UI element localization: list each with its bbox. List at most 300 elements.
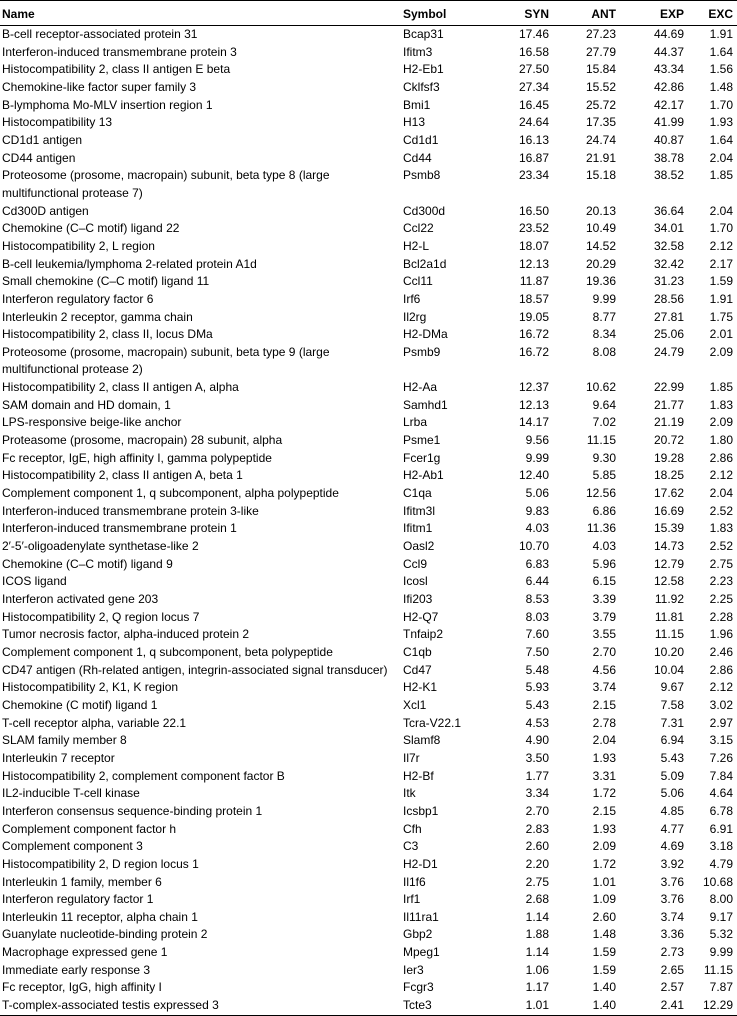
cell-exp: 4.69 bbox=[660, 839, 684, 854]
cell-exp: 5.06 bbox=[660, 786, 684, 801]
table-row bbox=[0, 732, 737, 750]
cell-exp: 34.01 bbox=[653, 221, 684, 236]
table-row bbox=[0, 291, 737, 309]
cell-symbol: H2-Q7 bbox=[403, 609, 439, 624]
cell-exp: 24.79 bbox=[653, 344, 684, 359]
cell-exc: 5.32 bbox=[709, 927, 733, 942]
cell-exc: 11.15 bbox=[703, 962, 733, 977]
cell-exp: 5.43 bbox=[660, 750, 684, 765]
cell-name: Chemokine (C–C motif) ligand 22 bbox=[2, 221, 180, 236]
cell-exp: 15.39 bbox=[653, 521, 684, 536]
cell-symbol: Icosl bbox=[403, 574, 428, 589]
cell-exc: 3.02 bbox=[709, 697, 733, 712]
cell-exp: 22.99 bbox=[653, 380, 684, 395]
cell-ant: 1.93 bbox=[592, 750, 616, 765]
cell-syn: 16.45 bbox=[518, 97, 549, 112]
cell-name: SAM domain and HD domain, 1 bbox=[2, 397, 171, 412]
cell-symbol: C1qb bbox=[403, 644, 432, 659]
cell-ant: 1.40 bbox=[553, 997, 620, 1015]
table-row bbox=[0, 785, 737, 803]
cell-exc: 3.18 bbox=[709, 839, 733, 854]
cell-syn: 4.90 bbox=[525, 733, 549, 748]
cell-symbol: Cd44 bbox=[403, 150, 432, 165]
cell-ant: 1.59 bbox=[592, 962, 616, 977]
cell-syn: 7.50 bbox=[525, 644, 549, 659]
cell-name: ICOS ligand bbox=[2, 574, 67, 589]
cell-symbol: Ifitm1 bbox=[403, 521, 433, 536]
cell-name: Guanylate nucleotide-binding protein 2 bbox=[2, 927, 208, 942]
cell-name: Interferon-induced transmembrane protein 1 bbox=[2, 521, 237, 536]
header-row bbox=[0, 1, 737, 26]
cell-ant: 27.23 bbox=[585, 27, 616, 41]
cell-exc: 1.91 bbox=[709, 27, 733, 41]
table-row bbox=[0, 79, 737, 97]
cell-symbol: Mpeg1 bbox=[403, 945, 440, 960]
cell-symbol: Psme1 bbox=[403, 433, 441, 448]
cell-name: Histocompatibility 2, class II antigen E beta bbox=[2, 62, 231, 77]
cell-syn: 8.53 bbox=[525, 592, 549, 606]
cell-exp: 11.15 bbox=[654, 627, 684, 642]
cell-name: Complement component 1, q subcomponent, alpha polypeptide bbox=[2, 486, 339, 501]
cell-exc: 1.64 bbox=[709, 132, 733, 147]
cell-exp: 28.56 bbox=[653, 291, 684, 306]
table-row bbox=[0, 768, 737, 786]
cell-symbol: Cd1d1 bbox=[403, 132, 439, 147]
table-row bbox=[0, 803, 737, 821]
cell-exc: 7.84 bbox=[709, 768, 733, 783]
cell-name: B-lymphoma Mo-MLV insertion region 1 bbox=[2, 97, 213, 112]
cell-ant: 17.35 bbox=[585, 115, 616, 130]
cell-symbol: Cfh bbox=[403, 821, 422, 836]
table-row bbox=[0, 573, 737, 591]
cell-ant: 27.79 bbox=[585, 44, 616, 59]
cell-symbol: C3 bbox=[403, 839, 419, 854]
table-row bbox=[0, 697, 737, 715]
cell-exp: 6.94 bbox=[660, 733, 684, 748]
table-row bbox=[0, 309, 737, 327]
cell-syn: 9.99 bbox=[525, 450, 549, 465]
table-row bbox=[0, 520, 737, 538]
cell-exc: 2.01 bbox=[709, 327, 733, 342]
cell-name: Small chemokine (C–C motif) ligand 11 bbox=[2, 274, 210, 289]
cell-syn: 3.50 bbox=[525, 750, 549, 765]
table-row bbox=[0, 414, 737, 432]
cell-symbol: Slamf8 bbox=[403, 733, 441, 748]
table-row bbox=[0, 238, 737, 256]
cell-exc: 2.25 bbox=[709, 592, 733, 606]
cell-symbol: Oasl2 bbox=[403, 539, 435, 554]
cell-syn: 16.72 bbox=[518, 344, 549, 359]
cell-exc: 9.99 bbox=[709, 945, 733, 960]
cell-syn: 2.20 bbox=[525, 856, 549, 871]
cell-exp: 36.64 bbox=[653, 203, 684, 218]
cell-exc: 9.17 bbox=[709, 909, 733, 924]
table-row bbox=[0, 926, 737, 944]
cell-ant: 3.55 bbox=[592, 627, 616, 642]
cell-exp: 3.76 bbox=[660, 892, 684, 907]
cell-exp: 2.65 bbox=[660, 962, 684, 977]
cell-syn: 5.06 bbox=[525, 486, 549, 501]
cell-exc: 1.80 bbox=[709, 433, 733, 448]
cell-ant: 11.36 bbox=[586, 521, 616, 536]
cell-name: Interferon regulatory factor 1 bbox=[2, 892, 154, 907]
cell-ant: 3.79 bbox=[592, 609, 616, 624]
cell-exc: 1.96 bbox=[709, 627, 733, 642]
cell-exc: 2.75 bbox=[709, 556, 733, 571]
cell-name: Histocompatibility 2, Q region locus 7 bbox=[2, 609, 200, 624]
cell-exc: 2.12 bbox=[709, 680, 733, 695]
cell-ant: 1.09 bbox=[592, 892, 616, 907]
table-row bbox=[0, 944, 737, 962]
cell-exc: 4.79 bbox=[709, 856, 733, 871]
cell-name: Macrophage expressed gene 1 bbox=[2, 945, 168, 960]
table-row bbox=[0, 556, 737, 574]
cell-name: Histocompatibility 2, D region locus 1 bbox=[2, 856, 199, 871]
cell-exc: 1.83 bbox=[709, 397, 733, 412]
table-row bbox=[0, 220, 737, 238]
cell-syn: 19.05 bbox=[518, 309, 549, 324]
cell-ant: 15.52 bbox=[585, 79, 616, 94]
table-row bbox=[0, 644, 737, 662]
header-ant: ANT bbox=[553, 1, 620, 26]
cell-ant: 9.64 bbox=[592, 397, 616, 412]
cell-exc: 1.64 bbox=[709, 44, 733, 59]
cell-name: Proteasome (prosome, macropain) 28 subunit, alpha bbox=[2, 433, 283, 448]
cell-syn: 5.93 bbox=[525, 680, 549, 695]
cell-name: T-complex-associated testis expressed 3 bbox=[0, 997, 401, 1015]
cell-exc: 2.23 bbox=[709, 574, 733, 589]
cell-exc: 1.85 bbox=[709, 168, 733, 183]
cell-name: Fc receptor, IgG, high affinity I bbox=[2, 980, 162, 995]
cell-syn: 1.88 bbox=[525, 927, 549, 942]
cell-exc: 2.17 bbox=[709, 256, 733, 271]
cell-symbol: H2-K1 bbox=[403, 680, 438, 695]
cell-name: LPS-responsive beige-like anchor bbox=[2, 415, 182, 430]
cell-name: Histocompatibility 13 bbox=[2, 115, 113, 130]
cell-name: CD1d1 antigen bbox=[2, 132, 83, 147]
cell-syn: 8.03 bbox=[525, 609, 549, 624]
cell-ant: 2.15 bbox=[592, 803, 616, 818]
cell-syn: 1.77 bbox=[525, 768, 549, 783]
cell-exp: 44.37 bbox=[653, 44, 684, 59]
cell-name: Complement component 3 bbox=[2, 839, 143, 854]
header-exc: EXC bbox=[688, 1, 737, 26]
cell-ant: 1.40 bbox=[592, 980, 616, 995]
table-header bbox=[0, 1, 737, 26]
cell-symbol: Irf1 bbox=[403, 892, 421, 907]
cell-exp: 3.74 bbox=[660, 909, 684, 924]
cell-name: Histocompatibility 2, class II antigen A, beta 1 bbox=[2, 468, 243, 483]
cell-syn: 18.57 bbox=[518, 291, 549, 306]
cell-symbol: Il11ra1 bbox=[403, 909, 439, 924]
cell-ant: 1.48 bbox=[592, 927, 616, 942]
cell-ant: 5.85 bbox=[592, 468, 616, 483]
cell-name: Interferon regulatory factor 6 bbox=[2, 291, 154, 306]
table-row bbox=[0, 167, 737, 202]
cell-ant: 1.72 bbox=[592, 786, 616, 801]
cell-ant: 1.59 bbox=[592, 945, 616, 960]
cell-exp: 3.36 bbox=[660, 927, 684, 942]
cell-exc: 2.86 bbox=[709, 450, 733, 465]
cell-ant: 11.15 bbox=[586, 433, 616, 448]
cell-exc: 1.48 bbox=[709, 79, 733, 94]
cell-ant: 6.15 bbox=[592, 574, 616, 589]
cell-ant: 1.01 bbox=[592, 874, 616, 889]
table-row bbox=[0, 874, 737, 892]
cell-syn: 16.13 bbox=[518, 132, 549, 147]
cell-symbol: Psmb9 bbox=[403, 344, 441, 359]
cell-exc: 2.46 bbox=[709, 644, 733, 659]
cell-syn: 9.83 bbox=[525, 503, 549, 518]
cell-exp: 4.85 bbox=[660, 803, 684, 818]
cell-syn: 23.52 bbox=[518, 221, 549, 236]
cell-exc: 1.91 bbox=[709, 291, 733, 306]
cell-ant: 2.60 bbox=[592, 909, 616, 924]
cell-syn: 1.14 bbox=[525, 909, 549, 924]
cell-ant: 15.84 bbox=[585, 62, 616, 77]
table-row bbox=[0, 61, 737, 79]
cell-symbol: Bcl2a1d bbox=[403, 256, 447, 271]
cell-symbol: Psmb8 bbox=[403, 168, 441, 183]
table-row bbox=[0, 750, 737, 768]
table-row bbox=[0, 97, 737, 115]
cell-exp: 17.62 bbox=[653, 486, 684, 501]
cell-symbol: Il2rg bbox=[403, 309, 427, 324]
cell-ant: 20.29 bbox=[585, 256, 616, 271]
table-row bbox=[0, 821, 737, 839]
cell-name: Interleukin 7 receptor bbox=[2, 750, 115, 765]
cell-symbol: H2-Bf bbox=[403, 768, 434, 783]
cell-ant: 2.78 bbox=[592, 715, 616, 730]
cell-syn: 7.60 bbox=[525, 627, 549, 642]
cell-syn: 12.13 bbox=[518, 256, 549, 271]
cell-name: Histocompatibility 2, L region bbox=[2, 238, 155, 253]
cell-ant: 6.86 bbox=[592, 503, 616, 518]
cell-exc: 2.28 bbox=[709, 609, 733, 624]
cell-ant: 25.72 bbox=[585, 97, 616, 112]
cell-syn: 2.83 bbox=[525, 821, 549, 836]
cell-ant: 10.62 bbox=[585, 380, 616, 395]
cell-exc: 2.97 bbox=[709, 715, 733, 730]
cell-exp: 3.76 bbox=[660, 874, 684, 889]
cell-ant: 2.04 bbox=[592, 733, 616, 748]
cell-exc: 1.56 bbox=[709, 62, 733, 77]
cell-exc: 1.83 bbox=[709, 521, 733, 536]
cell-exp: 2.41 bbox=[620, 997, 688, 1015]
cell-exp: 21.77 bbox=[653, 397, 684, 412]
cell-ant: 1.93 bbox=[592, 821, 616, 836]
cell-symbol: Ier3 bbox=[403, 962, 424, 977]
cell-syn: 3.34 bbox=[525, 786, 549, 801]
cell-exp: 2.73 bbox=[660, 945, 684, 960]
cell-name: Immediate early response 3 bbox=[2, 962, 151, 977]
cell-exc: 7.26 bbox=[709, 750, 733, 765]
cell-syn: 12.40 bbox=[518, 468, 549, 483]
cell-symbol: C1qa bbox=[403, 486, 432, 501]
cell-exp: 42.17 bbox=[653, 97, 684, 112]
cell-symbol: Gbp2 bbox=[403, 927, 433, 942]
cell-symbol: H2-D1 bbox=[403, 856, 438, 871]
cell-ant: 4.03 bbox=[592, 539, 616, 554]
table-row bbox=[0, 909, 737, 927]
table-row bbox=[0, 891, 737, 909]
cell-name: Interferon-induced transmembrane protein 3-like bbox=[2, 503, 259, 518]
cell-syn: 1.01 bbox=[486, 997, 553, 1015]
table-row bbox=[0, 114, 737, 132]
cell-symbol: Itk bbox=[403, 786, 416, 801]
cell-exp: 12.58 bbox=[653, 574, 684, 589]
table-row bbox=[0, 26, 737, 44]
table-row bbox=[0, 397, 737, 415]
cell-ant: 3.74 bbox=[592, 680, 616, 695]
cell-name: Interleukin 1 family, member 6 bbox=[2, 874, 162, 889]
cell-exc: 6.78 bbox=[709, 803, 733, 818]
cell-exp: 21.19 bbox=[653, 415, 684, 430]
cell-exp: 41.99 bbox=[653, 115, 684, 130]
cell-exc: 2.86 bbox=[709, 662, 733, 677]
cell-syn: 16.72 bbox=[518, 327, 549, 342]
cell-syn: 12.37 bbox=[518, 380, 549, 395]
cell-exp: 32.58 bbox=[653, 238, 684, 253]
cell-symbol: H2-DMa bbox=[403, 327, 448, 342]
cell-symbol: Irf6 bbox=[403, 291, 421, 306]
table-row bbox=[0, 450, 737, 468]
table-row bbox=[0, 609, 737, 627]
cell-name: Chemokine (C–C motif) ligand 9 bbox=[2, 556, 173, 571]
cell-exp: 20.72 bbox=[653, 433, 684, 448]
table-row bbox=[0, 503, 737, 521]
header-name: Name bbox=[0, 1, 401, 26]
table-row bbox=[0, 44, 737, 62]
cell-exc: 3.15 bbox=[709, 733, 733, 748]
cell-symbol: H2-Aa bbox=[403, 380, 438, 395]
cell-ant: 9.30 bbox=[592, 450, 616, 465]
table-row bbox=[0, 256, 737, 274]
cell-ant: 20.13 bbox=[585, 203, 616, 218]
cell-syn: 4.03 bbox=[525, 521, 549, 536]
cell-syn: 6.83 bbox=[525, 556, 549, 571]
cell-exc: 1.85 bbox=[709, 380, 733, 395]
header-syn: SYN bbox=[486, 1, 553, 26]
cell-exp: 11.92 bbox=[654, 592, 684, 606]
cell-name: Tumor necrosis factor, alpha-induced protein 2 bbox=[2, 627, 250, 642]
cell-syn: 10.70 bbox=[518, 539, 549, 554]
cell-ant: 2.15 bbox=[592, 697, 616, 712]
cell-syn: 27.34 bbox=[518, 79, 549, 94]
cell-ant: 10.49 bbox=[585, 221, 616, 236]
table-row bbox=[0, 856, 737, 874]
cell-exc: 2.04 bbox=[709, 486, 733, 501]
cell-symbol: Tcra-V22.1 bbox=[403, 715, 462, 730]
cell-symbol: Il7r bbox=[403, 750, 420, 765]
cell-exp: 7.58 bbox=[660, 697, 684, 712]
cell-ant: 3.31 bbox=[592, 768, 616, 783]
table-row bbox=[0, 485, 737, 503]
cell-name: Chemokine-like factor super family 3 bbox=[2, 79, 197, 94]
cell-name: CD47 antigen (Rh-related antigen, integrin-associated signal transducer) bbox=[2, 662, 388, 677]
table-body bbox=[0, 26, 737, 1016]
cell-syn: 6.44 bbox=[525, 574, 549, 589]
cell-symbol: Ifitm3 bbox=[403, 44, 433, 59]
cell-syn: 16.58 bbox=[518, 44, 549, 59]
cell-symbol: H13 bbox=[403, 115, 426, 130]
cell-symbol: Bcap31 bbox=[403, 27, 444, 41]
cell-exp: 19.28 bbox=[653, 450, 684, 465]
cell-ant: 19.36 bbox=[585, 274, 616, 289]
cell-exp: 38.52 bbox=[653, 168, 684, 183]
cell-symbol: Ifitm3l bbox=[403, 503, 436, 518]
table-row bbox=[0, 273, 737, 291]
cell-symbol: Ccl9 bbox=[403, 556, 428, 571]
cell-exc: 2.12 bbox=[709, 468, 733, 483]
cell-exc: 1.59 bbox=[709, 274, 733, 289]
cell-name: B-cell leukemia/lymphoma 2-related protein A1d bbox=[2, 256, 257, 271]
table-row bbox=[0, 326, 737, 344]
cell-name: Interleukin 2 receptor, gamma chain bbox=[2, 309, 193, 324]
cell-name: Histocompatibility 2, complement component factor B bbox=[2, 768, 285, 783]
cell-ant: 15.18 bbox=[585, 168, 616, 183]
table-row bbox=[0, 344, 737, 379]
cell-name: Interferon-induced transmembrane protein 3 bbox=[2, 44, 237, 59]
cell-name: Interferon activated gene 203 bbox=[2, 592, 159, 606]
cell-exp: 14.73 bbox=[653, 539, 684, 554]
cell-exp: 7.31 bbox=[660, 715, 684, 730]
cell-name: Histocompatibility 2, class II, locus DMa bbox=[2, 327, 213, 342]
cell-exp: 44.69 bbox=[653, 27, 684, 41]
table-row bbox=[0, 715, 737, 733]
cell-symbol: Icsbp1 bbox=[403, 803, 439, 818]
cell-name: B-cell receptor-associated protein 31 bbox=[2, 27, 198, 41]
cell-symbol: H2-Ab1 bbox=[403, 468, 444, 483]
cell-exp: 11.81 bbox=[654, 609, 684, 624]
cell-exc: 12.29 bbox=[688, 997, 737, 1015]
table-row bbox=[0, 132, 737, 150]
table-row bbox=[0, 150, 737, 168]
cell-syn: 2.60 bbox=[525, 839, 549, 854]
cell-symbol: Ccl11 bbox=[403, 274, 433, 289]
cell-ant: 9.99 bbox=[592, 291, 616, 306]
cell-symbol: Tcte3 bbox=[401, 997, 486, 1015]
cell-ant: 2.70 bbox=[592, 644, 616, 659]
header-symbol: Symbol bbox=[401, 1, 486, 26]
cell-exp: 3.92 bbox=[660, 856, 684, 871]
cell-exc: 2.04 bbox=[709, 203, 733, 218]
cell-exc: 2.09 bbox=[709, 415, 733, 430]
cell-name: Complement component factor h bbox=[2, 821, 177, 836]
cell-ant: 8.08 bbox=[592, 344, 616, 359]
cell-exc: 2.52 bbox=[709, 539, 733, 554]
cell-syn: 1.06 bbox=[525, 962, 549, 977]
cell-syn: 1.14 bbox=[525, 945, 549, 960]
cell-symbol: Bmi1 bbox=[403, 97, 431, 112]
cell-ant: 7.02 bbox=[592, 415, 616, 430]
cell-exp: 27.81 bbox=[653, 309, 684, 324]
cell-exc: 2.12 bbox=[709, 238, 733, 253]
cell-name: Interferon consensus sequence-binding protein 1 bbox=[2, 803, 263, 818]
cell-ant: 2.09 bbox=[592, 839, 616, 854]
table-row bbox=[0, 626, 737, 644]
table-row bbox=[0, 432, 737, 450]
cell-exc: 2.04 bbox=[709, 150, 733, 165]
cell-exc: 7.87 bbox=[709, 980, 733, 995]
cell-exp: 25.06 bbox=[653, 327, 684, 342]
table-row bbox=[0, 979, 737, 997]
table-row bbox=[0, 379, 737, 397]
cell-ant: 12.56 bbox=[585, 486, 616, 501]
cell-ant: 3.39 bbox=[592, 592, 616, 606]
cell-symbol: Il1f6 bbox=[403, 874, 426, 889]
cell-name: CD44 antigen bbox=[2, 150, 76, 165]
